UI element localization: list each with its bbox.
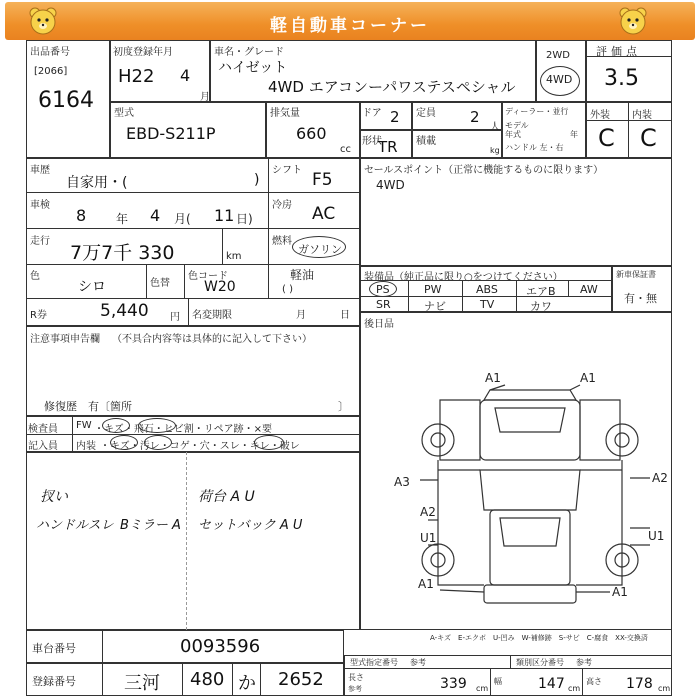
lot-label: 出品番号 <box>30 47 70 58</box>
drive-value: 4WD <box>546 73 573 86</box>
sales-point-label: セールスポイント（正常に機能するものに限ります） <box>364 165 604 176</box>
ext-value: C <box>598 124 615 152</box>
registration-region: 三河 <box>124 673 160 694</box>
inspection-year: 8 <box>76 206 87 225</box>
body-type-value: TR <box>378 138 398 156</box>
inspector-cat1-items: ・キズ・飛石・ヒビ割・リペア跡・×要 <box>94 424 272 435</box>
inspection-month: 4 <box>150 206 161 225</box>
equip-abs: ABS <box>476 283 498 296</box>
repair-close: 〕 <box>338 400 349 413</box>
car-name-value: ハイゼット <box>218 60 288 76</box>
car-name-label: 車名・グレード <box>214 47 284 58</box>
equip-aw: AW <box>580 283 598 296</box>
inspection-day: 11 <box>214 206 235 225</box>
capacity-unit: 人 <box>490 122 500 133</box>
displacement-unit: cc <box>340 144 351 155</box>
inspector-cat2: 内装 <box>76 441 96 452</box>
class-label: 類別区分番号 <box>516 658 564 667</box>
mileage-label: 走行 <box>30 236 50 247</box>
spec-label: 型式指定番号 <box>350 658 398 667</box>
spec-sub: 参考 <box>410 658 426 667</box>
warranty-value: 有・無 <box>624 292 657 305</box>
history-label: 車歴 <box>30 165 50 176</box>
header-bar <box>5 2 695 40</box>
sales-point-value: 4WD <box>376 178 405 192</box>
registration-class: 480 <box>190 669 225 690</box>
diagram-legend: A-キズ E-エクボ U-凹み W-補修跡 S-サビ C-腐食 XX-交換済 <box>430 634 648 642</box>
car-damage-diagram <box>380 360 670 630</box>
transfer-label: 名変期限 <box>192 310 232 321</box>
mark-u1-right: U1 <box>648 529 665 543</box>
dealer-year-unit: 年 <box>570 130 578 139</box>
lot-number: 6164 <box>38 88 94 113</box>
capacity-label: 定員 <box>416 108 436 119</box>
aircon-label: 冷房 <box>272 200 292 211</box>
model-label: 型式 <box>114 108 134 119</box>
transfer-day-unit: 日 <box>340 310 350 321</box>
mark-a3-left: A3 <box>394 475 410 489</box>
rear-seat-label: 後日品 <box>364 319 394 330</box>
equip-sr: SR <box>376 298 391 311</box>
fuel-gasoline: ガソリン <box>298 243 342 256</box>
inspection-month-unit: 月( <box>174 212 191 226</box>
load-label: 積載 <box>416 136 436 147</box>
fuel-paren: ( ) <box>282 284 293 295</box>
bear-mascot-icon <box>617 5 649 37</box>
color-code-value: W20 <box>204 279 236 295</box>
aircon-value: AC <box>312 204 336 224</box>
handle-label: ハンドル 左・右 <box>505 143 564 152</box>
inspection-label: 車検 <box>30 200 50 211</box>
equip-airbag: エアB <box>526 285 556 298</box>
length-ref: 参考 <box>348 685 362 693</box>
length-unit: cm <box>476 684 489 693</box>
remark-1a: 扠い <box>40 489 68 505</box>
header-title: 軽自動車コーナー <box>270 16 430 36</box>
mark-a2-right: A2 <box>652 471 668 485</box>
first-reg-month: 4 <box>180 66 191 85</box>
displacement-label: 排気量 <box>270 108 300 119</box>
inspection-day-unit: 日) <box>236 212 253 226</box>
class-sub: 参考 <box>576 658 592 667</box>
writer-label: 記入員 <box>28 441 58 452</box>
equip-navi: ナビ <box>424 300 446 313</box>
registration-label: 登録番号 <box>32 675 76 688</box>
equip-leather: カワ <box>530 300 552 313</box>
dealer-model-label: モデル <box>505 121 529 130</box>
first-reg-year: H22 <box>118 66 155 87</box>
height-unit: cm <box>658 684 671 693</box>
shift-label: シフト <box>272 165 302 176</box>
inspector-label: 検査員 <box>28 424 58 435</box>
mark-u1-left: U1 <box>420 531 437 545</box>
height-value: 178 <box>626 676 653 692</box>
repair-label: 修復歴 有〔箇所 <box>44 400 132 413</box>
history-close: ) <box>254 172 260 188</box>
remark-2b: Bミラー A <box>120 518 181 533</box>
mark-a1-front-right: A1 <box>580 371 596 385</box>
mileage-unit: km <box>226 251 242 262</box>
height-label: 高さ <box>586 677 602 686</box>
doors-label: ドア <box>362 108 382 119</box>
int-value: C <box>640 124 657 152</box>
lot-code: [2066] <box>34 66 68 77</box>
score-label: 評価点 <box>596 45 641 58</box>
inspector-cat2-items: ・キズ・汚レ・コゲ・穴・スレ・キレ・破レ <box>100 441 300 452</box>
inspector-cat1: FW <box>76 420 92 431</box>
drive-label: 2WD <box>546 50 570 61</box>
fuel-label: 燃料 <box>272 236 292 247</box>
int-label: 内装 <box>632 110 652 121</box>
remarks-box <box>26 452 360 630</box>
mark-a1-front-left: A1 <box>485 371 501 385</box>
body-type-label: 形状 <box>362 136 382 147</box>
dealer-year-label: 年式 <box>505 130 521 139</box>
mark-a1-rear-left: A1 <box>418 577 434 591</box>
capacity-value: 2 <box>470 108 480 126</box>
first-reg-unit: 月 <box>200 92 210 103</box>
dealer-label: ディーラー・並行 <box>505 107 569 116</box>
color-value: シロ <box>78 279 106 295</box>
doors-value: 2 <box>390 108 400 126</box>
mark-a2-left: A2 <box>420 505 436 519</box>
width-unit: cm <box>568 684 581 693</box>
transfer-month-unit: 月 <box>296 310 306 321</box>
equip-ps: PS <box>376 283 390 296</box>
ext-label: 外装 <box>590 110 610 121</box>
inspection-year-unit: 年 <box>116 212 129 226</box>
recycle-value: 5,440 <box>100 301 149 321</box>
score-value: 3.5 <box>604 66 639 91</box>
length-label: 長さ <box>348 673 364 682</box>
width-value: 147 <box>538 676 565 692</box>
width-label: 幅 <box>494 677 502 686</box>
mileage-value: 7万7千 330 <box>70 242 175 264</box>
model-value: EBD-S211P <box>126 124 216 143</box>
first-reg-label: 初度登録年月 <box>113 47 173 58</box>
notes-label: 注意事項申告欄 <box>30 334 100 345</box>
remark-1b: 荷台 A U <box>198 489 255 505</box>
notes-hint: （不具合内容等は具体的に記入して下さい） <box>112 334 312 345</box>
recycle-unit: 円 <box>170 312 180 323</box>
recycle-label: R券 <box>30 310 47 321</box>
mark-a1-rear-right: A1 <box>612 585 628 599</box>
length-value: 339 <box>440 676 467 692</box>
history-value: 自家用・( <box>66 175 128 191</box>
chassis-label: 車台番号 <box>32 642 76 655</box>
fuel-diesel: 軽油 <box>290 268 315 282</box>
equip-tv: TV <box>480 298 495 311</box>
registration-kana: か <box>238 673 256 694</box>
remark-2c: セットバック A U <box>198 518 303 533</box>
remark-2a: ハンドルスレ <box>36 518 114 533</box>
warranty-label: 新車保証書 <box>616 270 656 279</box>
registration-number: 2652 <box>278 669 324 690</box>
color-change-label: 色替 <box>150 278 170 289</box>
load-unit: kg <box>490 146 500 155</box>
equipment-label: 装備品（純正品に限り○をつけてください） <box>364 272 563 283</box>
shift-value: F5 <box>312 170 333 190</box>
car-grade-value: 4WD エアコンーパワステスペシャル <box>268 78 516 96</box>
chassis-value: 0093596 <box>180 636 261 657</box>
equip-pw: PW <box>424 283 442 296</box>
color-code-label: 色コード <box>188 271 228 282</box>
color-label: 色 <box>30 271 40 282</box>
displacement-value: 660 <box>296 124 327 143</box>
